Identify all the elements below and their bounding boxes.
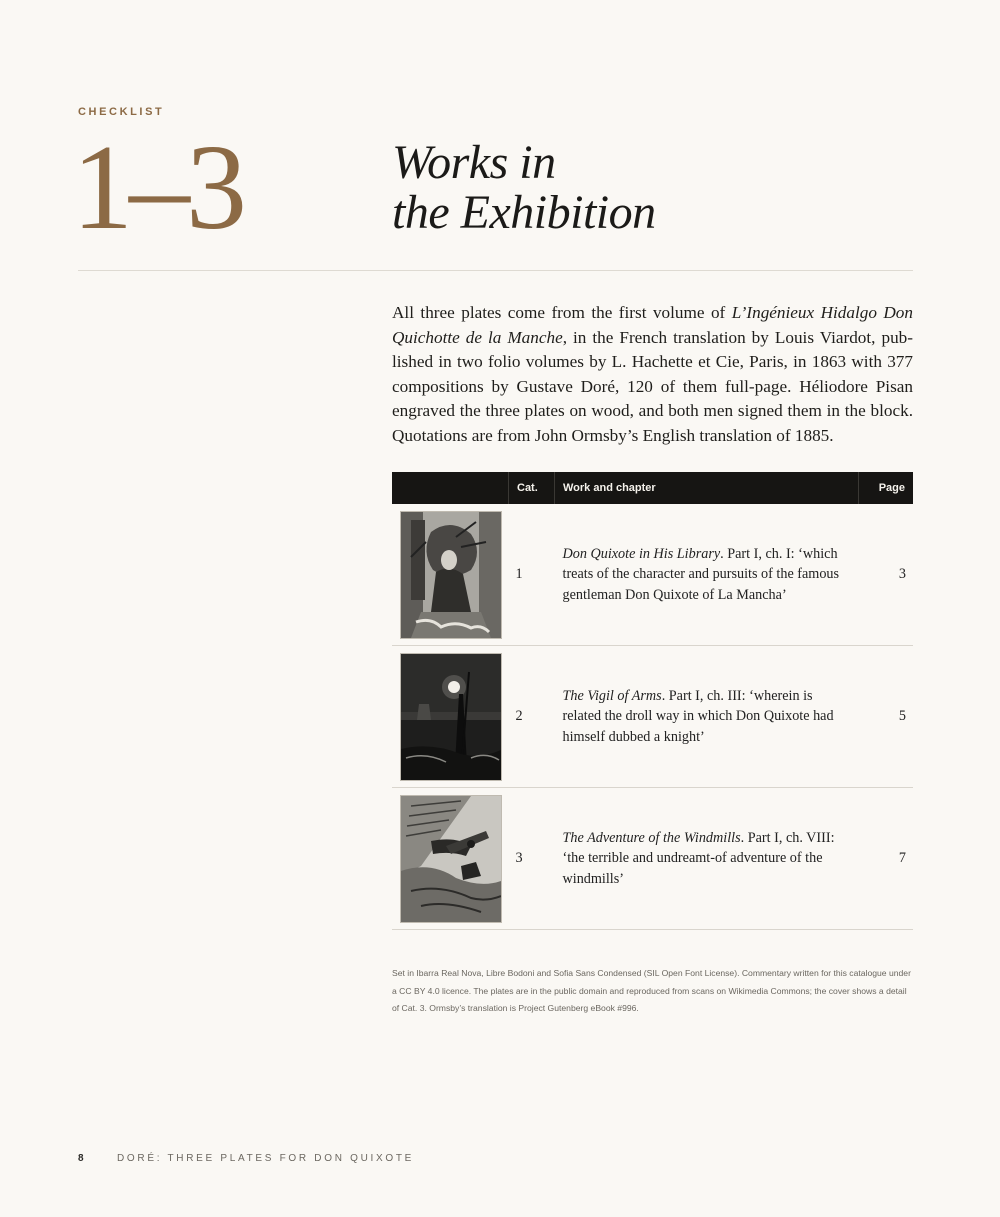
table-row xyxy=(392,788,913,930)
header-work: Work and chapter xyxy=(555,472,859,504)
row-chapter: . Part I, ch. III: ‘wherein is related the droll way in which Don Quixote had himself dubbed a knight’ xyxy=(562,687,834,745)
intro-text-start: All three plates come from the first volume of xyxy=(392,303,732,322)
table-row xyxy=(392,504,913,646)
engraving-vigil-image xyxy=(401,654,501,780)
row-cat-number: 3 xyxy=(509,788,555,930)
plate-cell xyxy=(392,646,509,788)
engraving-library-image xyxy=(401,512,501,638)
row-work-title: Don Quixote in His Library xyxy=(562,545,721,562)
intro-paragraph xyxy=(392,301,913,449)
header-page: Page xyxy=(858,472,913,504)
row-page-number: 3 xyxy=(858,504,913,646)
colophon-note: Set in Ibarra Real Nova, Libre Bodoni and Sofia Sans Condensed (SIL Open Font License). Commentary written for this catalogue under a CC BY 4.0 licence. The plates are in the public domain and reproduced from scans on Wikimedia Commons; the cover shows a detail of Cat. 3. Ormsby’s translation is Project Gutenberg eBook #996. xyxy=(392,968,911,1013)
catalogue-number-range: 1–3 xyxy=(72,120,243,255)
header-cat: Cat. xyxy=(509,472,555,504)
engraving-windmills-image xyxy=(401,796,501,922)
plate-thumbnail-windmills xyxy=(400,795,502,923)
table-header-row xyxy=(392,472,913,504)
running-head: DORÉ: THREE PLATES FOR DON QUIXOTE xyxy=(117,1153,415,1164)
row-cat-number: 1 xyxy=(509,504,555,646)
section-kicker: CHECKLIST xyxy=(78,106,165,118)
row-work-title: The Adventure of the Windmills xyxy=(562,829,741,846)
header-divider xyxy=(78,270,913,271)
header-image xyxy=(392,472,509,504)
table-row xyxy=(392,646,913,788)
plate-cell xyxy=(392,788,509,930)
folio-page-number: 8 xyxy=(78,1153,84,1164)
row-page-number: 5 xyxy=(858,646,913,788)
row-description xyxy=(555,788,859,930)
row-chapter: . Part I, ch. VIII: ‘the terrible and undreamt-of adventure of the windmills’ xyxy=(562,829,835,887)
row-page-number: 7 xyxy=(858,788,913,930)
row-description xyxy=(555,646,859,788)
intro-text-rest: , in the French translation by Louis Viardot, published in two folio volumes by L. Hachette et Cie, Paris, in 1863 with 377 compositions by Gustave Doré, 120 of them full-page. Héliodore Pisan engraved the three plates on wood, and both men signed them in the block. Quotations are from John Ormsby’s English translation of 1885. xyxy=(392,327,913,445)
row-work-title: The Vigil of Arms xyxy=(562,687,662,704)
row-description xyxy=(555,504,859,646)
page-title-line-2: the Exhibition xyxy=(392,186,656,239)
page-title xyxy=(392,138,656,238)
row-cat-number: 2 xyxy=(509,646,555,788)
plate-thumbnail-library xyxy=(400,511,502,639)
row-chapter: . Part I, ch. I: ‘which treats of the character and pursuits of the famous gentleman Don Quixote of La Mancha’ xyxy=(562,545,840,603)
plate-cell xyxy=(392,504,509,646)
intro-book-title: L’Ingénieux Hidalgo Don Quichotte de la Manche xyxy=(392,303,913,347)
page-title-line-1: Works in xyxy=(392,136,556,189)
plate-thumbnail-vigil xyxy=(400,653,502,781)
checklist-table xyxy=(392,472,913,930)
